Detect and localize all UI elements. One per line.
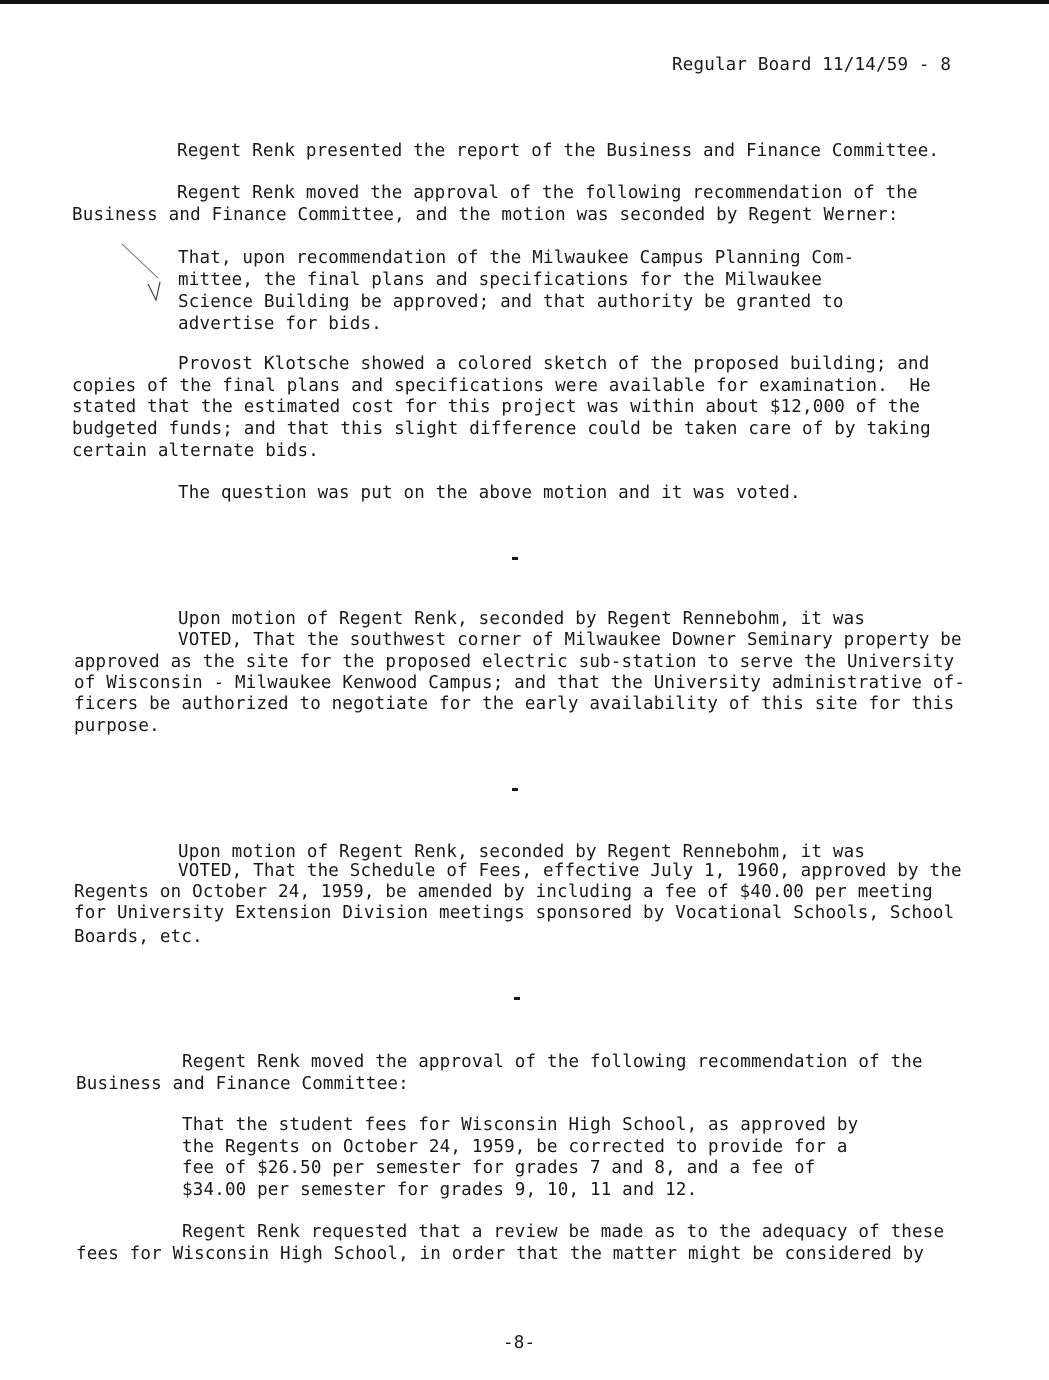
motion-line-1: Upon motion of Regent Renk, seconded by Regent Rennebohm, it was (178, 609, 866, 629)
committee-report-intro: Regent Renk presented the report of the Business and Finance Committee. (177, 141, 940, 161)
motion-line-2: Business and Finance Committee, and the motion was seconded by Regent Werner: (72, 205, 899, 225)
top-border-line (0, 0, 1049, 4)
voted-line-4: for University Extension Division meetings sponsored by Vocational Schools, School (74, 903, 955, 923)
provost-line-2: copies of the final plans and specifications were available for examination. He (72, 376, 931, 396)
question-voted: The question was put on the above motion and it was voted. (178, 483, 801, 503)
voted-line-2: VOTED, That the Schedule of Fees, effective July 1, 1960, approved by the (178, 861, 962, 881)
voted-line-3: Regents on October 24, 1959, be amended by including a fee of $40.00 per meeting (74, 882, 933, 902)
voted-line-2: VOTED, That the southwest corner of Milwaukee Downer Seminary property be (178, 630, 962, 650)
recommendation-line-3: Science Building be approved; and that authority be granted to (178, 292, 844, 312)
provost-line-5: certain alternate bids. (72, 441, 319, 461)
review-request-line-1: Regent Renk requested that a review be made as to the adequacy of these (182, 1222, 945, 1242)
fees-recommendation-line-2: the Regents on October 24, 1959, be corrected to provide for a (182, 1137, 848, 1157)
voted-line-6: purpose. (74, 716, 160, 736)
voted-line-4: of Wisconsin - Milwaukee Kenwood Campus; and that the University administrative of- (74, 673, 966, 693)
review-request-line-2: fees for Wisconsin High School, in order that the matter might be considered by (76, 1244, 925, 1264)
running-head: Regular Board 11/14/59 - 8 (672, 55, 952, 75)
fees-recommendation-line-3: fee of $26.50 per semester for grades 7 and 8, and a fee of (182, 1158, 816, 1178)
provost-line-4: budgeted funds; and that this slight difference could be taken care of by taking (72, 419, 931, 439)
motion-line-1: Regent Renk moved the approval of the following recommendation of the (177, 183, 918, 203)
provost-line-3: stated that the estimated cost for this project was within about $12,000 of the (72, 397, 921, 417)
page-number: -8- (503, 1333, 536, 1353)
voted-line-5: Boards, etc. (74, 927, 203, 947)
handwritten-check-mark (118, 240, 168, 310)
recommendation-line-4: advertise for bids. (178, 314, 382, 334)
section-divider (514, 997, 520, 1000)
motion-line-2: Business and Finance Committee: (76, 1074, 409, 1094)
voted-line-3: approved as the site for the proposed electric sub-station to serve the University (74, 652, 955, 672)
section-divider (512, 557, 518, 560)
voted-line-5: ficers be authorized to negotiate for the early availability of this site for this (74, 694, 955, 714)
provost-line-1: Provost Klotsche showed a colored sketch of the proposed building; and (178, 354, 930, 374)
motion-line-1: Regent Renk moved the approval of the following recommendation of the (182, 1052, 923, 1072)
recommendation-line-2: mittee, the final plans and specifications for the Milwaukee (178, 270, 823, 290)
fees-recommendation-line-1: That the student fees for Wisconsin High School, as approved by (182, 1115, 859, 1135)
fees-recommendation-line-4: $34.00 per semester for grades 9, 10, 11 and 12. (182, 1180, 698, 1200)
recommendation-line-1: That, upon recommendation of the Milwaukee Campus Planning Com- (178, 248, 855, 268)
motion-line-1: Upon motion of Regent Renk, seconded by Regent Rennebohm, it was (178, 842, 866, 862)
section-divider (512, 788, 518, 791)
